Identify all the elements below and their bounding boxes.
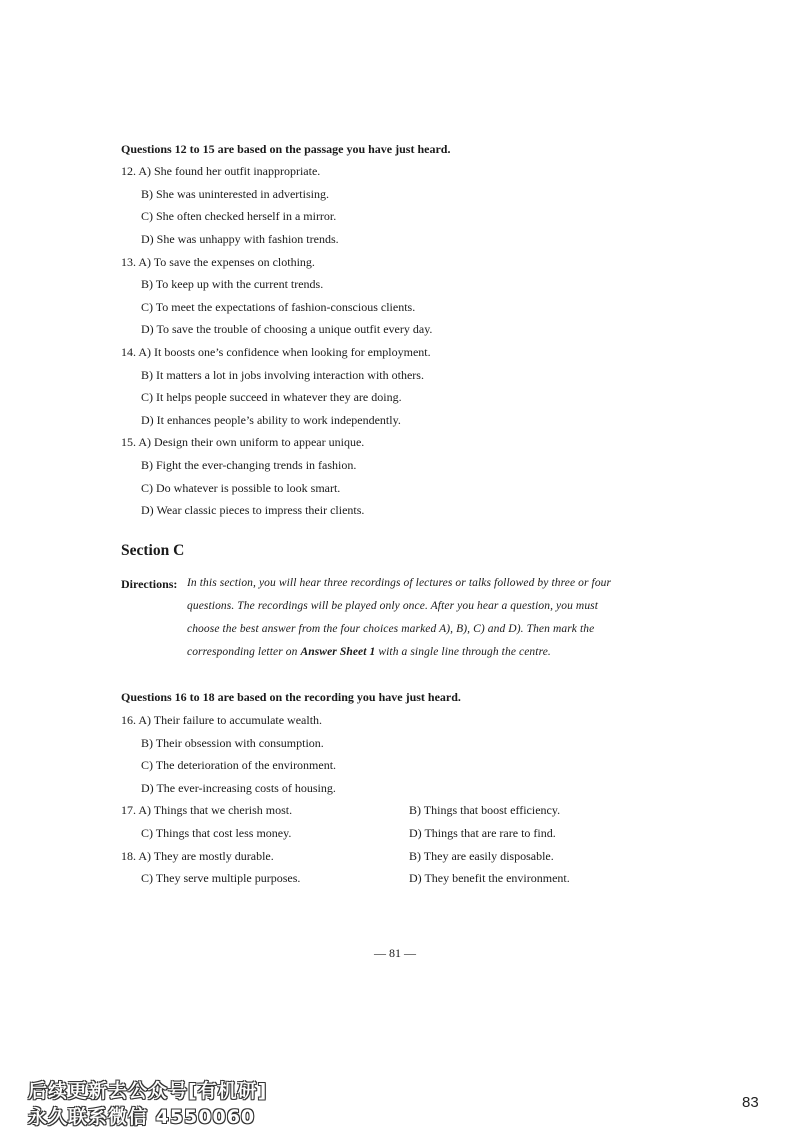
q17-option-c: C) Things that cost less money. [141, 826, 292, 840]
directions-line-1: In this section, you will hear three recordings of lectures or talks followed by three or four [187, 577, 612, 589]
q13-option-b: B) To keep up with the current trends. [141, 277, 324, 291]
q15-option-c: C) Do whatever is possible to look smart. [141, 481, 341, 495]
q17-option-a: 17. A) Things that we cherish most. [121, 803, 293, 817]
questions-12-15-heading: Questions 12 to 15 are based on the passage you have just heard. [121, 142, 451, 156]
q16-option-d: D) The ever-increasing costs of housing. [141, 781, 336, 795]
page-number: — 81 — [374, 946, 416, 960]
q15-option-d: D) Wear classic pieces to impress their clients. [141, 503, 365, 517]
q18-option-d: D) They benefit the environment. [409, 871, 570, 885]
q17-option-b: B) Things that boost efficiency. [409, 803, 561, 817]
directions-line-3: choose the best answer from the four choices marked A), B), C) and D). Then mark the [187, 623, 595, 635]
directions-line-4 [187, 646, 551, 658]
q14-option-a: 14. A) It boosts one’s confidence when looking for employment. [121, 345, 431, 359]
answer-sheet-ref: Answer Sheet 1 [300, 646, 376, 658]
section-c-title: Section C [121, 542, 185, 559]
directions-line-4-start: corresponding letter on [187, 646, 298, 658]
q18-option-b: B) They are easily disposable. [409, 849, 554, 863]
q14-option-d: D) It enhances people’s ability to work independently. [141, 413, 401, 427]
q16-option-a: 16. A) Their failure to accumulate wealth. [121, 713, 323, 727]
q12-option-b: B) She was uninterested in advertising. [141, 187, 329, 201]
q13-option-a: 13. A) To save the expenses on clothing. [121, 255, 315, 269]
questions-16-18-heading: Questions 16 to 18 are based on the recording you have just heard. [121, 690, 461, 704]
q13-option-d: D) To save the trouble of choosing a unique outfit every day. [141, 322, 433, 336]
q12-option-d: D) She was unhappy with fashion trends. [141, 232, 339, 246]
directions-line-2: questions. The recordings will be played only once. After you hear a question, you must [187, 600, 599, 612]
q18-option-c: C) They serve multiple purposes. [141, 871, 301, 885]
q18-option-a: 18. A) They are mostly durable. [121, 849, 274, 863]
directions-line-4-end: with a single line through the centre. [378, 646, 551, 658]
q17-option-d: D) Things that are rare to find. [409, 826, 556, 840]
q16-option-b: B) Their obsession with consumption. [141, 736, 324, 750]
scan-page-number: 83 [742, 1094, 759, 1111]
q13-option-c: C) To meet the expectations of fashion-conscious clients. [141, 300, 416, 314]
q12-option-a: 12. A) She found her outfit inappropriate. [121, 164, 321, 178]
directions-label: Directions: [121, 577, 178, 591]
watermark-line-1: 后续更新去公众号[有机研] [28, 1080, 268, 1102]
watermark-line-2: 永久联系微信 4550060 [28, 1106, 256, 1128]
q14-option-c: C) It helps people succeed in whatever they are doing. [141, 390, 402, 404]
q16-option-c: C) The deterioration of the environment. [141, 758, 337, 772]
q14-option-b: B) It matters a lot in jobs involving interaction with others. [141, 368, 424, 382]
q15-option-a: 15. A) Design their own uniform to appear unique. [121, 435, 365, 449]
q12-option-c: C) She often checked herself in a mirror. [141, 209, 337, 223]
q15-option-b: B) Fight the ever-changing trends in fashion. [141, 458, 357, 472]
